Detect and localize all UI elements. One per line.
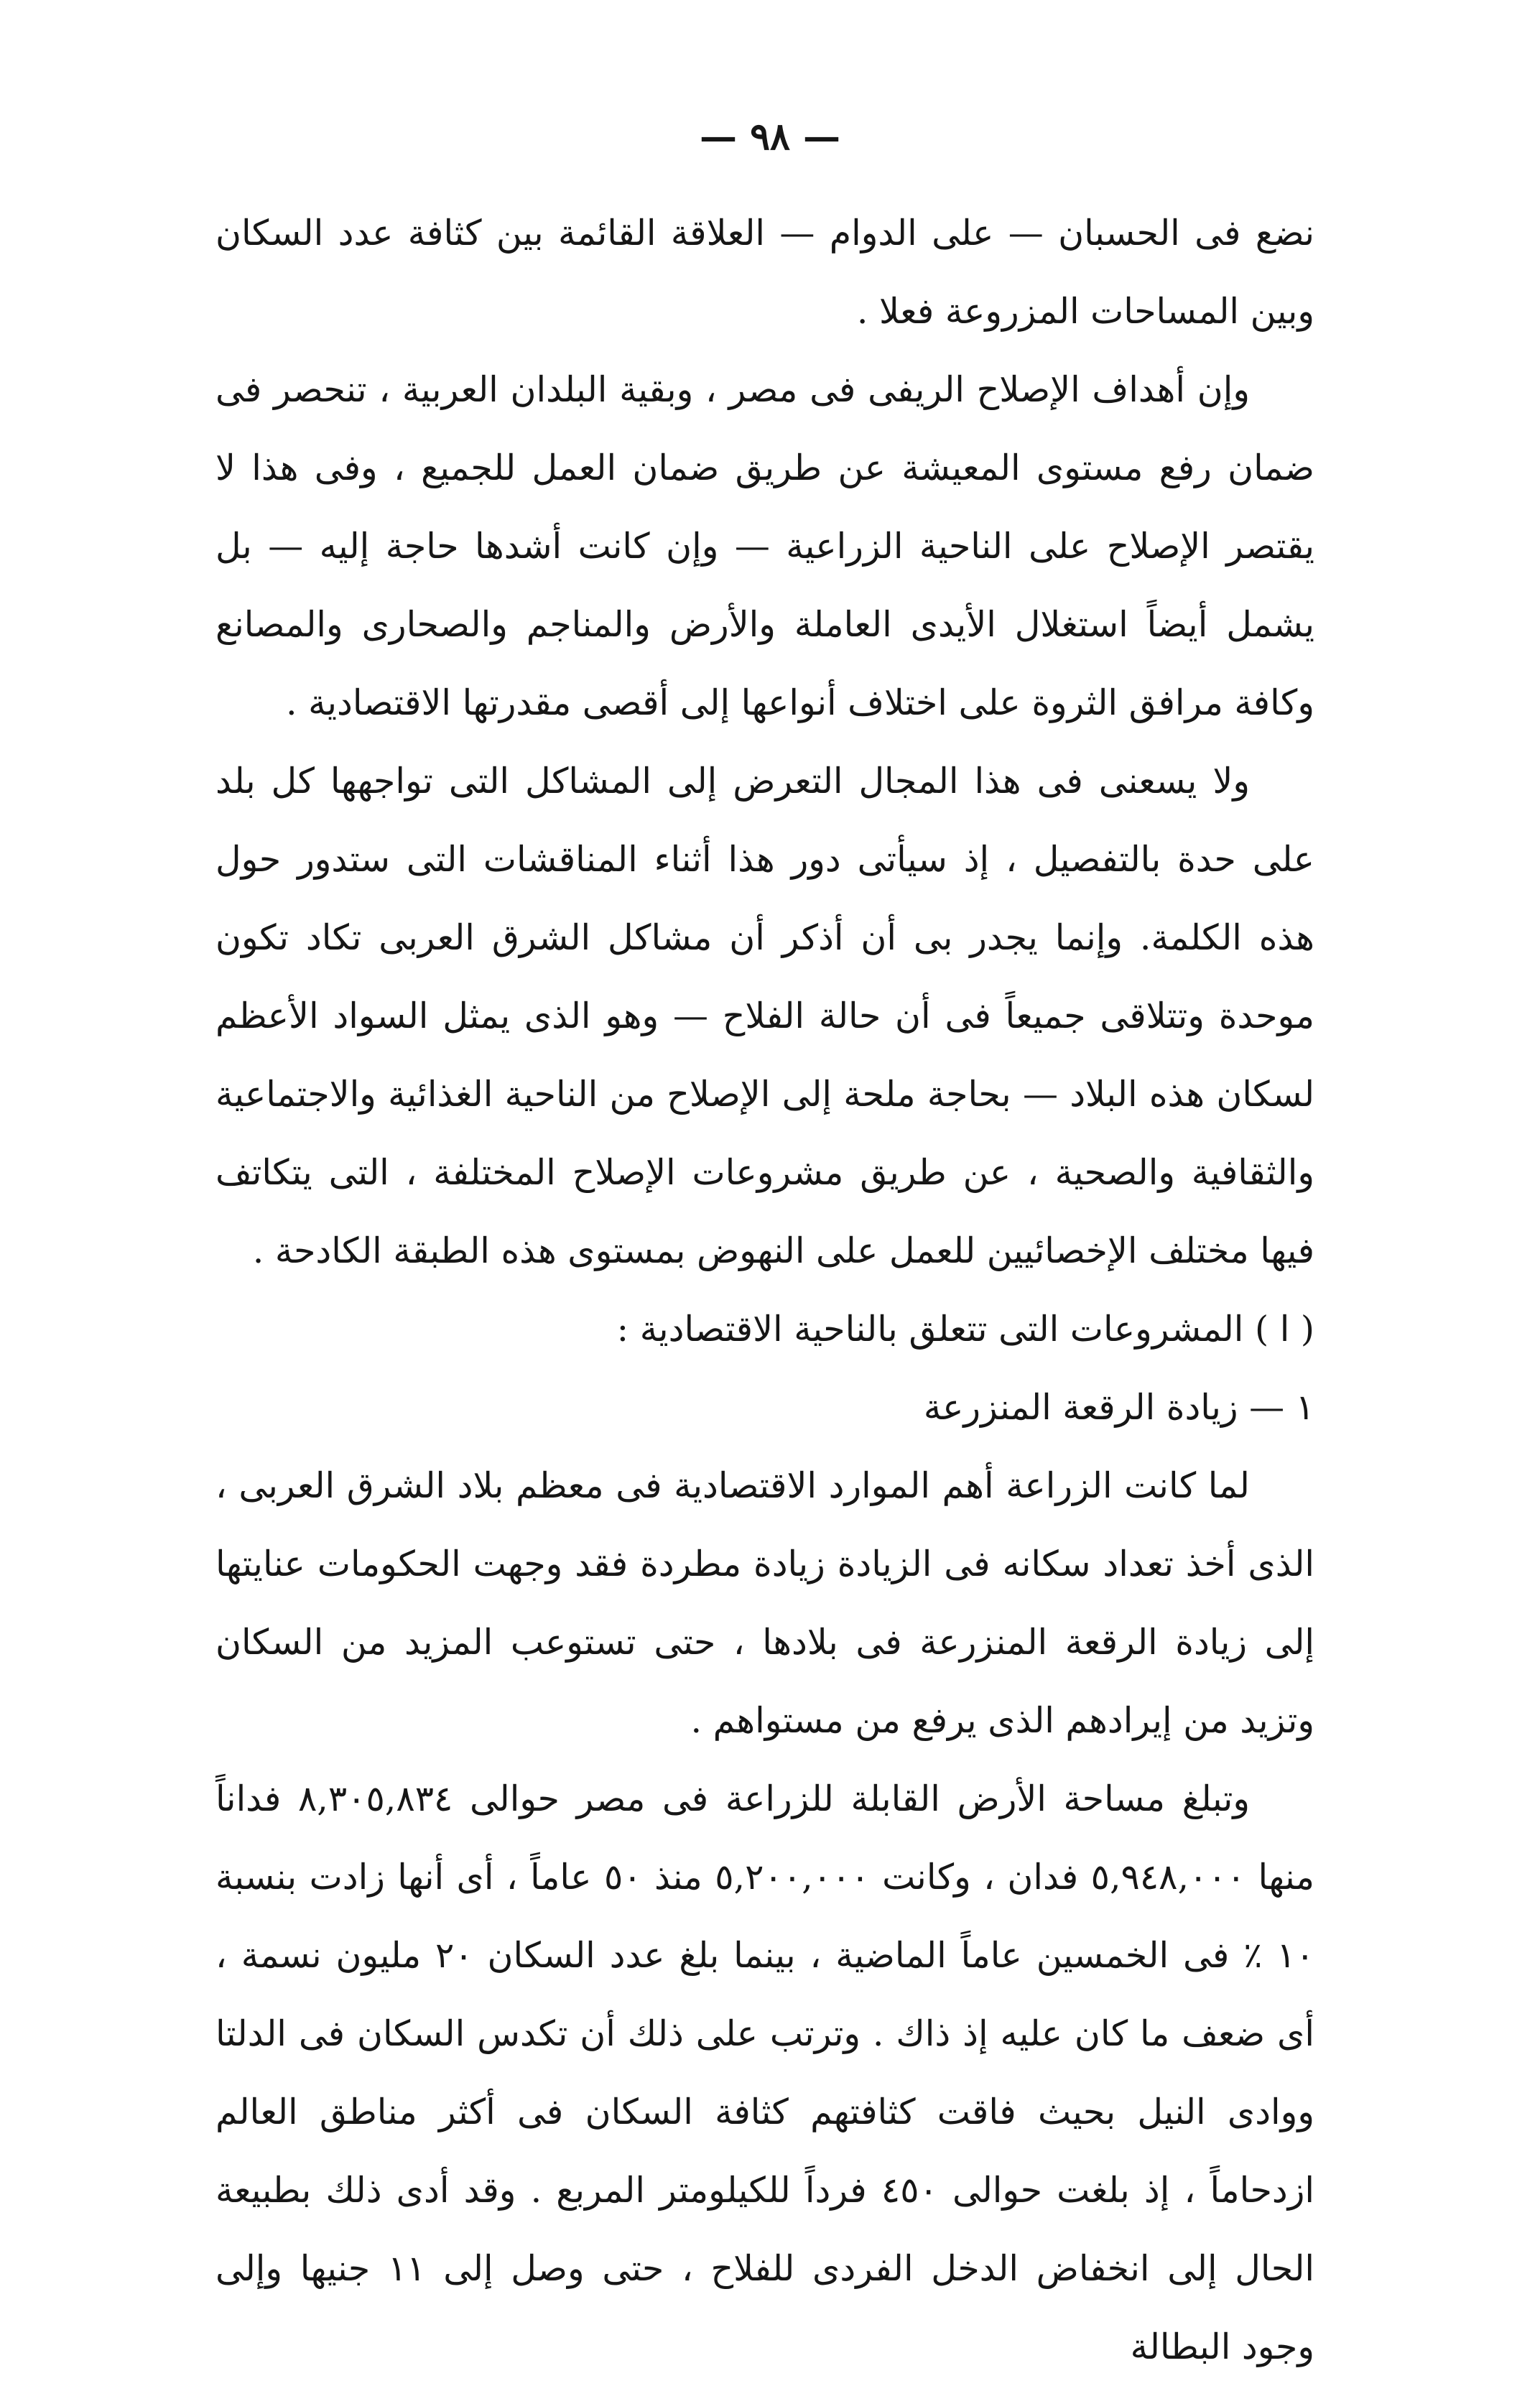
subsection-heading: ١ — زيادة الرقعة المنزرعة	[923, 1387, 1314, 1428]
paragraph: وإن أهداف الإصلاح الريفى فى مصر ، وبقية البلدان العربية ، تنحصر فى ضمان رفع مستوى المعيشة عن طريق ضمان العمل للجميع ، وفى هذا لا يقتصر الإصلاح على الناحية الزراعية — وإن كانت أشدها حاجة إليه — بل يشمل أيضاً استغلال الأيدى العاملة والأرض والمناجم والصحارى والمصانع وكافة مرافق الثروة على اختلاف أنواعها إلى أقصى مقدرتها الاقتصادية .	[215, 369, 1314, 723]
page-number: — ٩٨ —	[699, 115, 841, 159]
paragraph: نضع فى الحسبان — على الدوام — العلاقة القائمة بين كثافة عدد السكان وبين المساحات المزروعة فعلا .	[215, 213, 1314, 332]
paragraph: ولا يسعنى فى هذا المجال التعرض إلى المشاكل التى تواجهها كل بلد على حدة بالتفصيل ، إذ سيأتى دور هذا أثناء المناقشات التى ستدور حول هذه الكلمة. وإنما يجدر بى أن أذكر أن مشاكل الشرق العربى تكاد تكون موحدة وتتلاقى جميعاً فى أن حالة الفلاح — وهو الذى يمثل السواد الأعظم لسكان هذه البلاد — بحاجة ملحة إلى الإصلاح من الناحية الغذائية والاجتماعية والثقافية والصحية ، عن طريق مشروعات الإصلاح المختلفة ، التى يتكاتف فيها مختلف الإخصائيين للعمل على النهوض بمستوى هذه الطبقة الكادحة .	[215, 761, 1314, 1271]
section-heading: ( ا ) المشروعات التى تتعلق بالناحية الاقتصادية :	[616, 1309, 1314, 1350]
body-text	[215, 194, 1314, 2386]
paragraph: وتبلغ مساحة الأرض القابلة للزراعة فى مصر حوالى ٨,٣٠٥,٨٣٤ فداناً منها ٥,٩٤٨,٠٠٠ فدان ، وكانت ٥,٢٠٠,٠٠٠ منذ ٥٠ عاماً ، أى أنها زادت بنسبة ١٠ ٪ فى الخمسين عاماً الماضية ، بينما بلغ عدد السكان ٢٠ مليون نسمة ، أى ضعف ما كان عليه إذ ذاك . وترتب على ذلك أن تكدس السكان فى الدلتا ووادى النيل بحيث فاقت كثافتهم كثافة السكان فى أكثر مناطق العالم ازدحاماً ، إذ بلغت حوالى ٤٥٠ فرداً للكيلومتر المربع . وقد أدى ذلك بطبيعة الحال إلى انخفاض الدخل الفردى للفلاح ، حتى وصل إلى ١١ جنيها وإلى وجود البطالة	[215, 1778, 1315, 2367]
paragraph: لما كانت الزراعة أهم الموارد الاقتصادية فى معظم بلاد الشرق العربى ، الذى أخذ تعداد سكانه فى الزيادة زيادة مطردة فقد وجهت الحكومات عنايتها إلى زيادة الرقعة المنزرعة فى بلادها ، حتى تستوعب المزيد من السكان وتزيد من إيرادهم الذى يرفع من مستواهم .	[215, 1465, 1314, 1741]
